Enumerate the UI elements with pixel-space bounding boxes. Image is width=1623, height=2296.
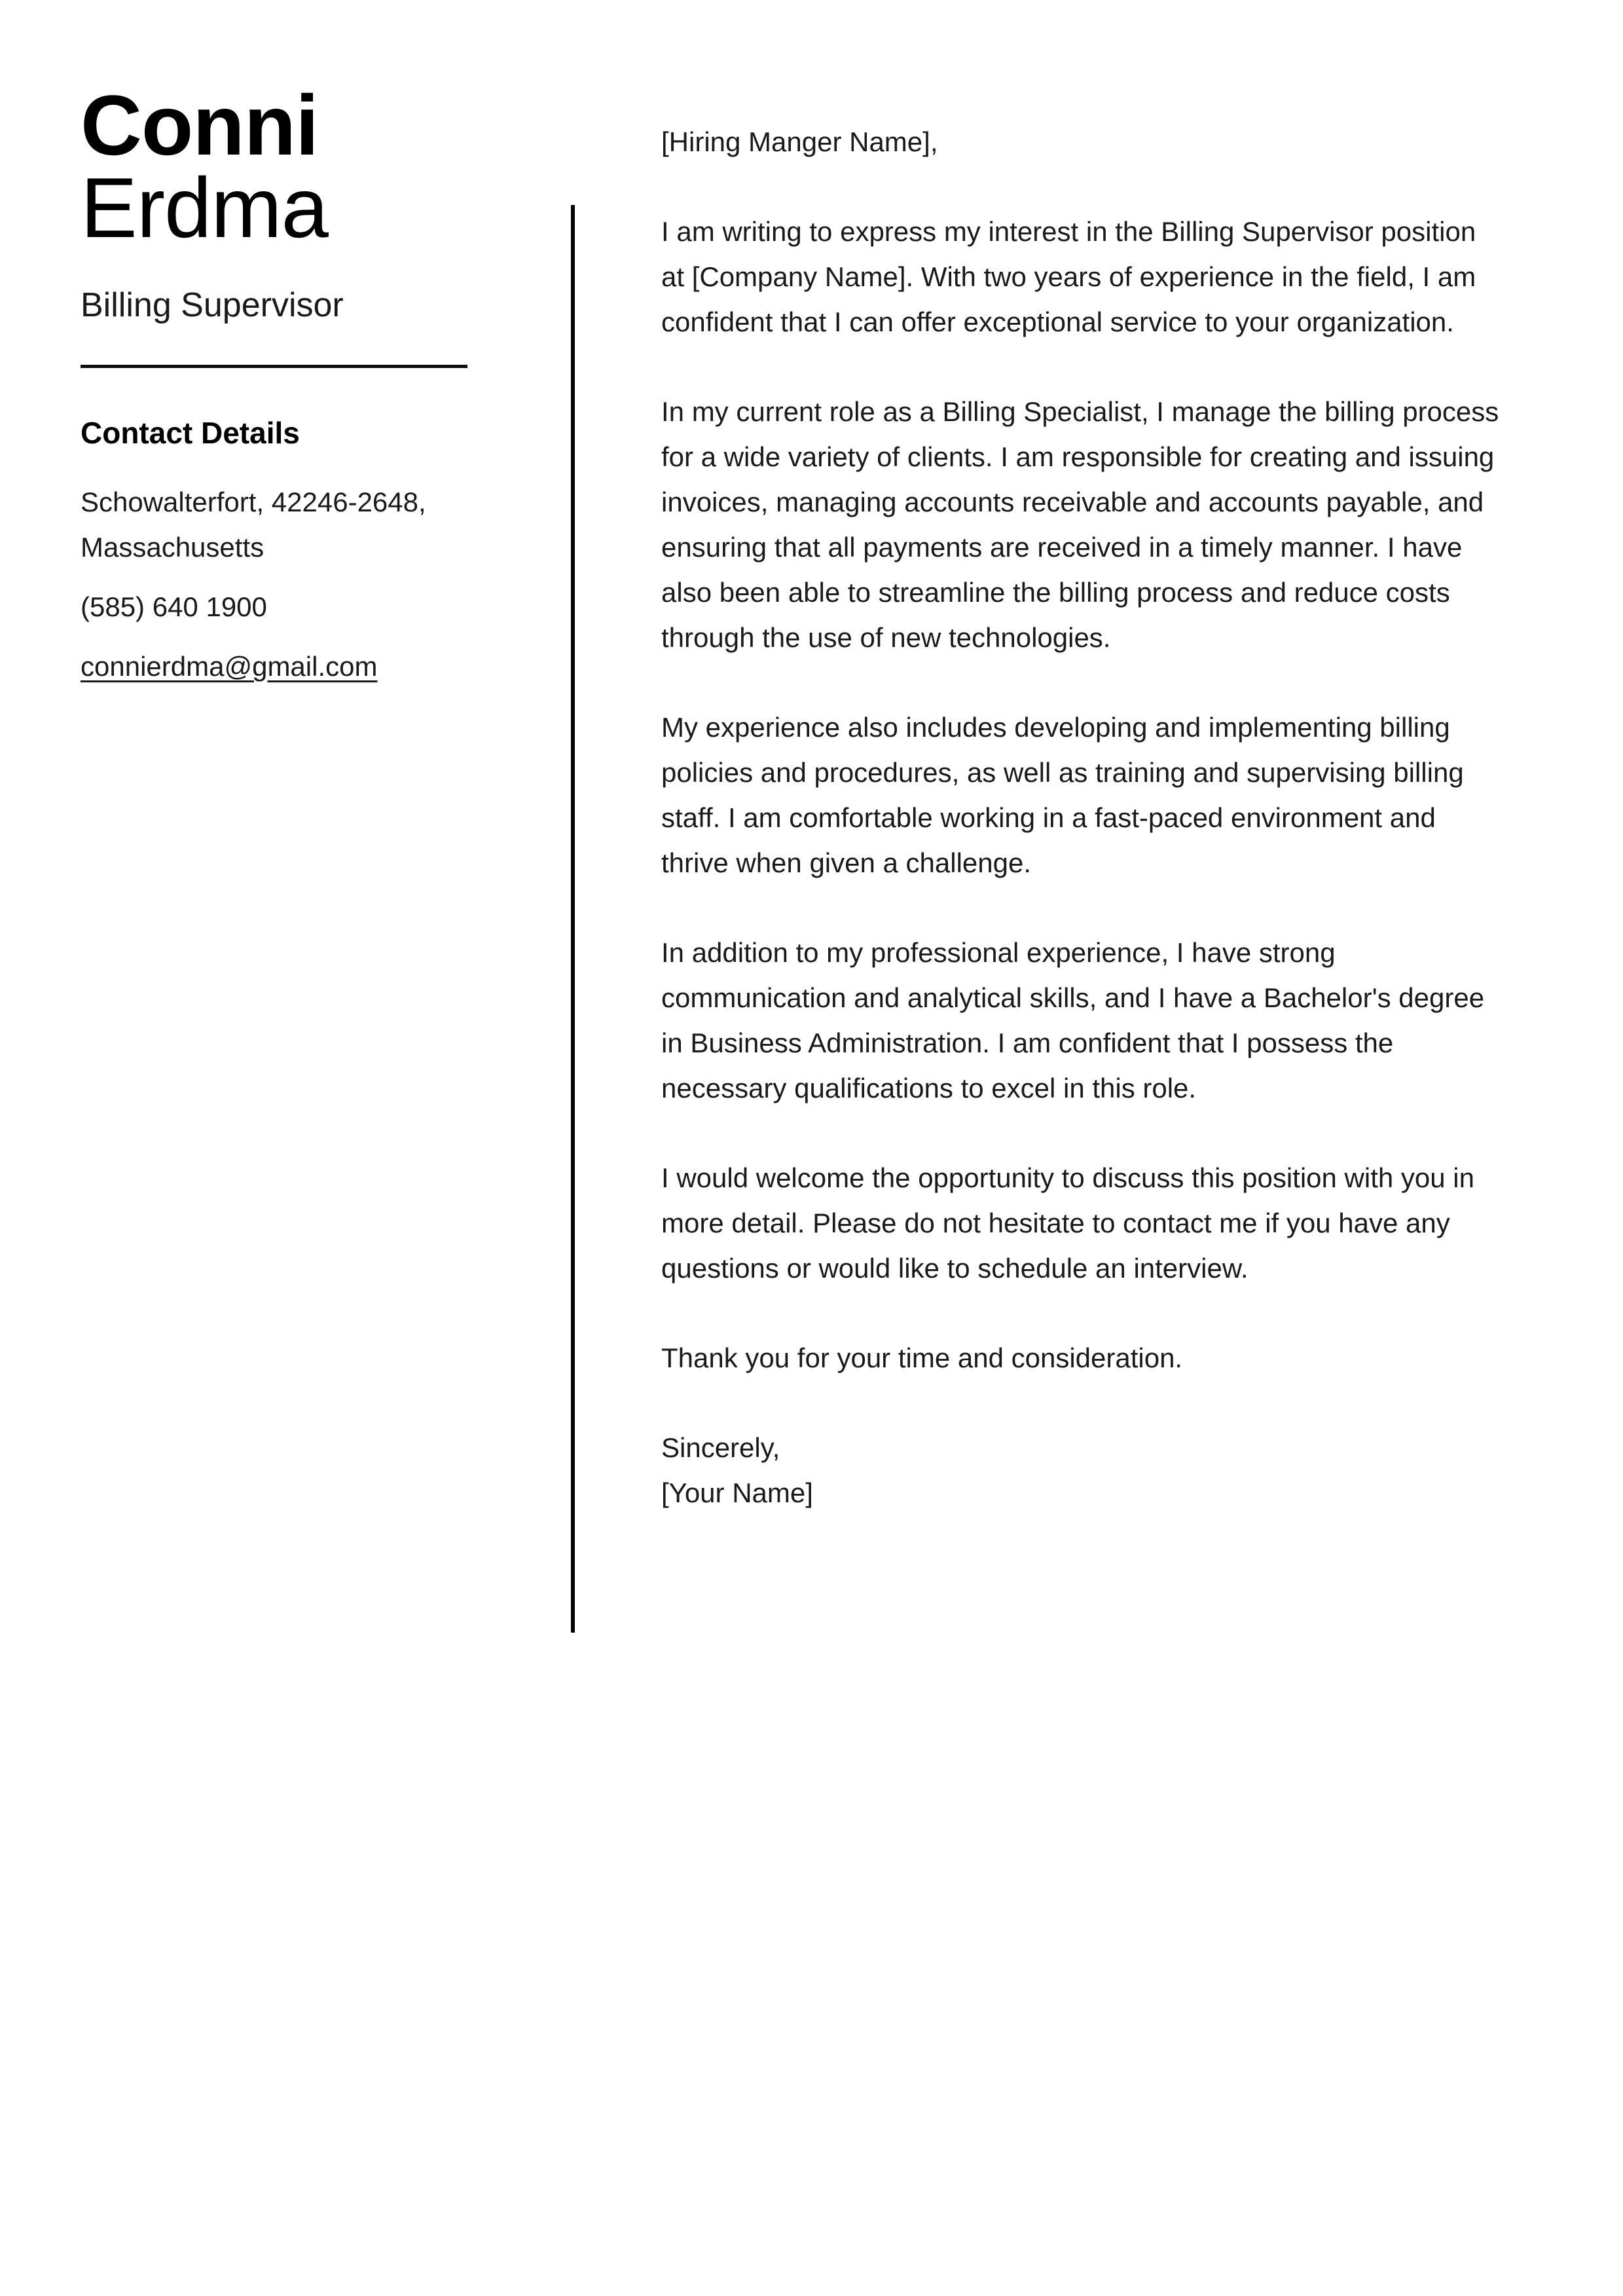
address-line-1: Schowalterfort, 42246-2648, — [81, 487, 426, 517]
sidebar — [81, 77, 513, 703]
letter-body — [661, 119, 1503, 1515]
contact-phone: (585) 640 1900 — [81, 591, 267, 622]
candidate-name — [81, 77, 513, 255]
contact-address — [81, 479, 513, 570]
letter-paragraph: In my current role as a Billing Specialist, I manage the billing process for a wide variety of clients. I am responsible for creating and issuing invoices, managing accounts receivable and accounts payable, and ensuring that all payments are received in a timely manner. I have also been able to streamline the billing process and reduce costs through the use of new technologies. — [661, 396, 1499, 653]
contact-email-link[interactable]: connierdma@gmail.com — [81, 651, 378, 682]
letter-closing — [661, 1425, 1503, 1515]
candidate-first-name: Conni — [81, 77, 319, 173]
contact-details-heading: Contact Details — [81, 416, 300, 450]
job-title: Billing Supervisor — [81, 286, 344, 324]
address-line-2: Massachusetts — [81, 532, 264, 563]
letter-paragraph: I would welcome the opportunity to discuss this position with you in more detail. Please do not hesitate to contact me if you have any questions or would like to schedule an interview. — [661, 1162, 1474, 1284]
vertical-divider — [571, 205, 575, 1633]
sidebar-divider — [81, 365, 467, 368]
closing-word: Sincerely, — [661, 1432, 780, 1463]
letter-paragraph: Thank you for your time and consideration. — [661, 1342, 1183, 1373]
letter-paragraph: In addition to my professional experience, I have strong communication and analytical skills, and I have a Bachelor's degree in Business Administration. I am confident that I possess the necessary qualifications to excel in this role. — [661, 937, 1485, 1103]
candidate-last-name: Erdma — [81, 160, 328, 255]
letter-paragraph: I am writing to express my interest in the Billing Supervisor position at [Company Name]. With two years of experience in the field, I am confident that I can offer exceptional service to your organization. — [661, 216, 1476, 337]
letter-greeting: [Hiring Manger Name], — [661, 126, 938, 157]
letter-paragraph: My experience also includes developing and implementing billing policies and procedures, as well as training and supervising billing staff. I am comfortable working in a fast-paced environment and thrive when given a challenge. — [661, 712, 1464, 878]
signature-placeholder: [Your Name] — [661, 1477, 813, 1508]
